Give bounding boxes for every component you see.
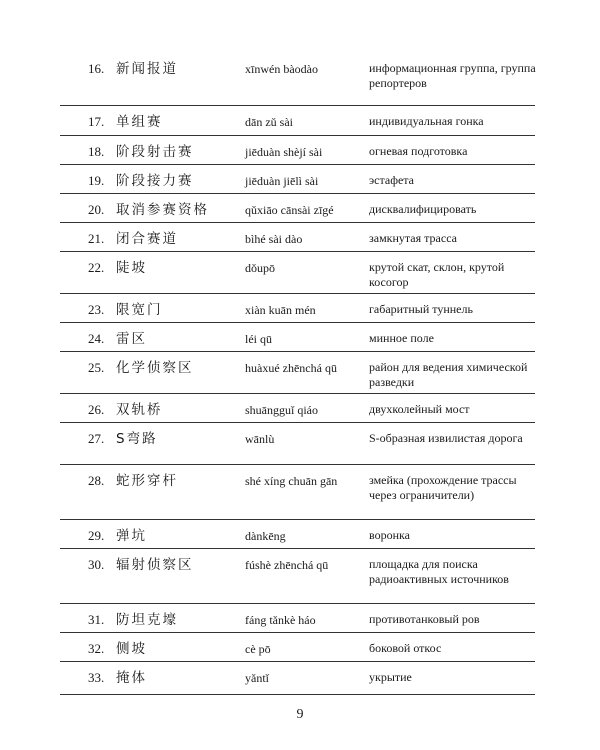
russian-translation: информационная группа, группа репортеров	[369, 61, 536, 90]
entry-number: 20.	[88, 202, 105, 217]
russian-translation: S-образная извилистая дорога	[369, 431, 523, 445]
russian-translation: минное поле	[369, 331, 434, 345]
russian-translation: змейка (прохождение трассы через ограничители)	[369, 473, 517, 502]
glossary-row	[60, 465, 535, 520]
pinyin-transcription: fúshè zhēnchá qū	[245, 558, 329, 572]
glossary-row	[60, 106, 535, 136]
chinese-term: 双轨桥	[116, 402, 163, 418]
entry-number: 26.	[88, 402, 105, 417]
russian-translation: воронка	[369, 528, 410, 542]
glossary-row	[60, 294, 535, 323]
chinese-term: 阶段接力赛	[116, 173, 194, 189]
chinese-term: 陡坡	[116, 260, 147, 276]
chinese-term: 蛇形穿杆	[116, 473, 178, 489]
glossary-row	[60, 604, 535, 633]
pinyin-transcription: yǎntǐ	[245, 671, 269, 685]
glossary-row	[60, 633, 535, 662]
chinese-term: 限宽门	[116, 302, 163, 318]
russian-translation: двухколейный мост	[369, 402, 470, 416]
entry-number: 17.	[88, 114, 105, 129]
pinyin-transcription: jiēduàn jiēlì sài	[245, 174, 319, 188]
glossary-row	[60, 194, 535, 223]
pinyin-transcription: dànkēng	[245, 529, 286, 543]
chinese-term: 侧坡	[116, 641, 147, 657]
chinese-term: 取消参赛资格	[116, 202, 209, 218]
entry-number: 16.	[88, 61, 105, 76]
glossary-row	[60, 352, 535, 394]
pinyin-transcription: shuāngguǐ qiáo	[245, 403, 318, 417]
russian-translation: противотанковый ров	[369, 612, 480, 626]
glossary-row	[60, 165, 535, 194]
entry-number: 32.	[88, 641, 105, 656]
entry-number: 21.	[88, 231, 105, 246]
chinese-term: 阶段射击赛	[116, 144, 194, 160]
entry-number: 22.	[88, 260, 105, 275]
russian-translation: боковой откос	[369, 641, 442, 655]
pinyin-transcription: jiēduàn shèjí sài	[245, 145, 323, 159]
russian-translation: огневая подготовка	[369, 144, 468, 158]
chinese-term: S弯路	[116, 431, 158, 447]
glossary-row	[60, 520, 535, 549]
pinyin-transcription: dǒupō	[245, 261, 275, 275]
russian-translation: эстафета	[369, 173, 415, 187]
entry-number: 19.	[88, 173, 105, 188]
entry-number: 29.	[88, 528, 105, 543]
chinese-term: 闭合赛道	[116, 231, 178, 247]
chinese-term: 雷区	[116, 331, 147, 347]
russian-translation: индивидуальная гонка	[369, 114, 484, 128]
entry-number: 31.	[88, 612, 105, 627]
entry-number: 33.	[88, 670, 105, 685]
entry-number: 23.	[88, 302, 105, 317]
glossary-row	[60, 53, 535, 106]
pinyin-transcription: cè pō	[245, 642, 271, 656]
entry-number: 25.	[88, 360, 105, 375]
russian-translation: район для ведения химической разведки	[369, 360, 528, 389]
pinyin-transcription: xiàn kuān mén	[245, 303, 316, 317]
chinese-term: 单组赛	[116, 114, 163, 130]
pinyin-transcription: huàxué zhēnchá qū	[245, 361, 337, 375]
russian-translation: дисквалифицировать	[369, 202, 477, 216]
entry-number: 28.	[88, 473, 105, 488]
pinyin-transcription: bìhé sài dào	[245, 232, 303, 246]
pinyin-transcription: xīnwén bàodào	[245, 62, 318, 76]
glossary-row	[60, 423, 535, 465]
pinyin-transcription: qǔxiāo cānsài zīgé	[245, 203, 334, 217]
chinese-term: 辐射侦察区	[116, 557, 194, 573]
russian-translation: крутой скат, склон, крутой косогор	[369, 260, 505, 289]
chinese-term: 掩体	[116, 670, 147, 686]
russian-translation: укрытие	[369, 670, 412, 684]
pinyin-transcription: léi qū	[245, 332, 272, 346]
chinese-term: 防坦克壕	[116, 612, 178, 628]
chinese-term: 新闻报道	[116, 61, 178, 77]
russian-translation: габаритный туннель	[369, 302, 473, 316]
russian-translation: площадка для поиска радиоактивных источников	[369, 557, 509, 586]
russian-translation: замкнутая трасса	[369, 231, 457, 245]
pinyin-transcription: wānlù	[245, 432, 275, 446]
glossary-row	[60, 394, 535, 423]
pinyin-transcription: fáng tǎnkè háo	[245, 613, 316, 627]
chinese-term: 弹坑	[116, 528, 147, 544]
glossary-row	[60, 549, 535, 604]
glossary-row	[60, 252, 535, 294]
entry-number: 18.	[88, 144, 105, 159]
entry-number: 24.	[88, 331, 105, 346]
chinese-term: 化学侦察区	[116, 360, 194, 376]
glossary-row	[60, 323, 535, 352]
glossary-row	[60, 223, 535, 252]
entry-number: 27.	[88, 431, 105, 446]
glossary-table	[60, 53, 535, 695]
entry-number: 30.	[88, 557, 105, 572]
glossary-row	[60, 136, 535, 165]
pinyin-transcription: dān zǔ sài	[245, 115, 293, 129]
pinyin-transcription: shé xíng chuān gān	[245, 474, 338, 488]
glossary-row	[60, 662, 535, 695]
page-number: 9	[296, 707, 304, 722]
